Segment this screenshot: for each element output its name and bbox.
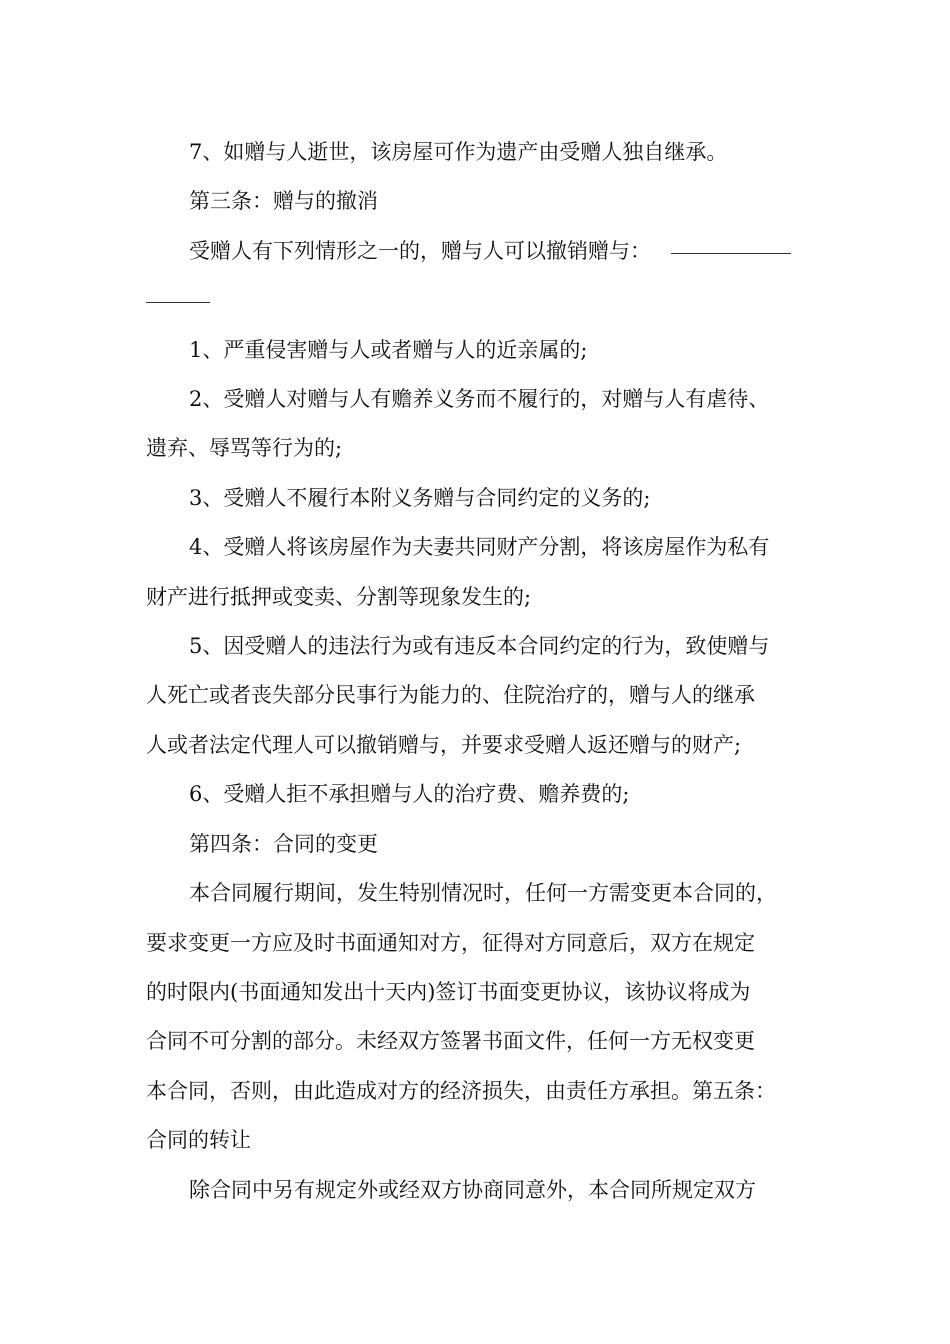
text-line: 的时限内(书面通知发出十天内)签订书面变更协议，该协议将成为: [146, 979, 751, 1004]
document-body: [146, 128, 812, 1215]
paragraph-contract-change: [146, 869, 812, 1165]
text-line: 人或者法定代理人可以撤销赠与，并要求受赠人返还赠与的财产;: [146, 732, 742, 757]
text-line: [146, 276, 812, 325]
paragraph-contract-transfer: [146, 1166, 812, 1215]
heading-article-3: [146, 177, 812, 226]
text-line: 6、受赠人拒不承担赠与人的治疗费、赡养费的;: [189, 782, 630, 807]
text-line: 5、因受赠人的违法行为或有违反本合同约定的行为，致使赠与: [189, 634, 770, 659]
text-line: 3、受赠人不履行本附义务赠与合同约定的义务的;: [189, 485, 651, 510]
paragraph-item-2: [146, 375, 812, 474]
paragraph-clause-7: [146, 128, 812, 177]
text-line: [146, 227, 812, 276]
text-line: 合同的转让: [146, 1128, 251, 1153]
text-line: 财产进行抵押或变卖、分割等现象发生的;: [146, 584, 532, 609]
text-line-content: 受赠人有下列情形之一的，赠与人可以撤销赠与：: [189, 238, 651, 263]
paragraph-item-5: [146, 622, 812, 770]
text-line: 本合同履行期间，发生特别情况时，任何一方需变更本合同的，: [189, 881, 777, 906]
text-line: 本合同，否则，由此造成对方的经济损失，由责任方承担。第五条：: [146, 1078, 776, 1103]
paragraph-item-6: [146, 770, 812, 819]
text-line: 人死亡或者丧失部分民事行为能力的、住院治疗的，赠与人的继承: [146, 683, 755, 708]
paragraph-item-4: [146, 523, 812, 622]
heading-article-4: [146, 820, 812, 869]
text-line: 第四条：合同的变更: [189, 831, 378, 856]
text-line: 1、严重侵害赠与人或者赠与人的近亲属的;: [189, 337, 588, 362]
text-line: 第三条：赠与的撤消: [189, 189, 378, 214]
paragraph-item-3: [146, 474, 812, 523]
paragraph-item-1: [146, 326, 812, 375]
text-line: 要求变更一方应及时书面通知对方，征得对方同意后，双方在规定: [146, 930, 755, 955]
text-line: 7、如赠与人逝世，该房屋可作为遗产由受赠人独自继承。: [189, 140, 728, 164]
text-line: 合同不可分割的部分。未经双方签署书面文件，任何一方无权变更: [146, 1029, 755, 1054]
paragraph-revocation-intro: [146, 227, 812, 326]
text-line: 遗弃、辱骂等行为的;: [146, 436, 343, 461]
fill-in-blank: [671, 253, 791, 254]
text-line: 4、受赠人将该房屋作为夫妻共同财产分割，将该房屋作为私有: [189, 535, 770, 560]
text-line: 除合同中另有规定外或经双方协商同意外，本合同所规定双方: [189, 1177, 756, 1202]
fill-in-blank: [146, 302, 210, 303]
text-line: 2、受赠人对赠与人有赡养义务而不履行的，对赠与人有虐待、: [189, 387, 770, 412]
